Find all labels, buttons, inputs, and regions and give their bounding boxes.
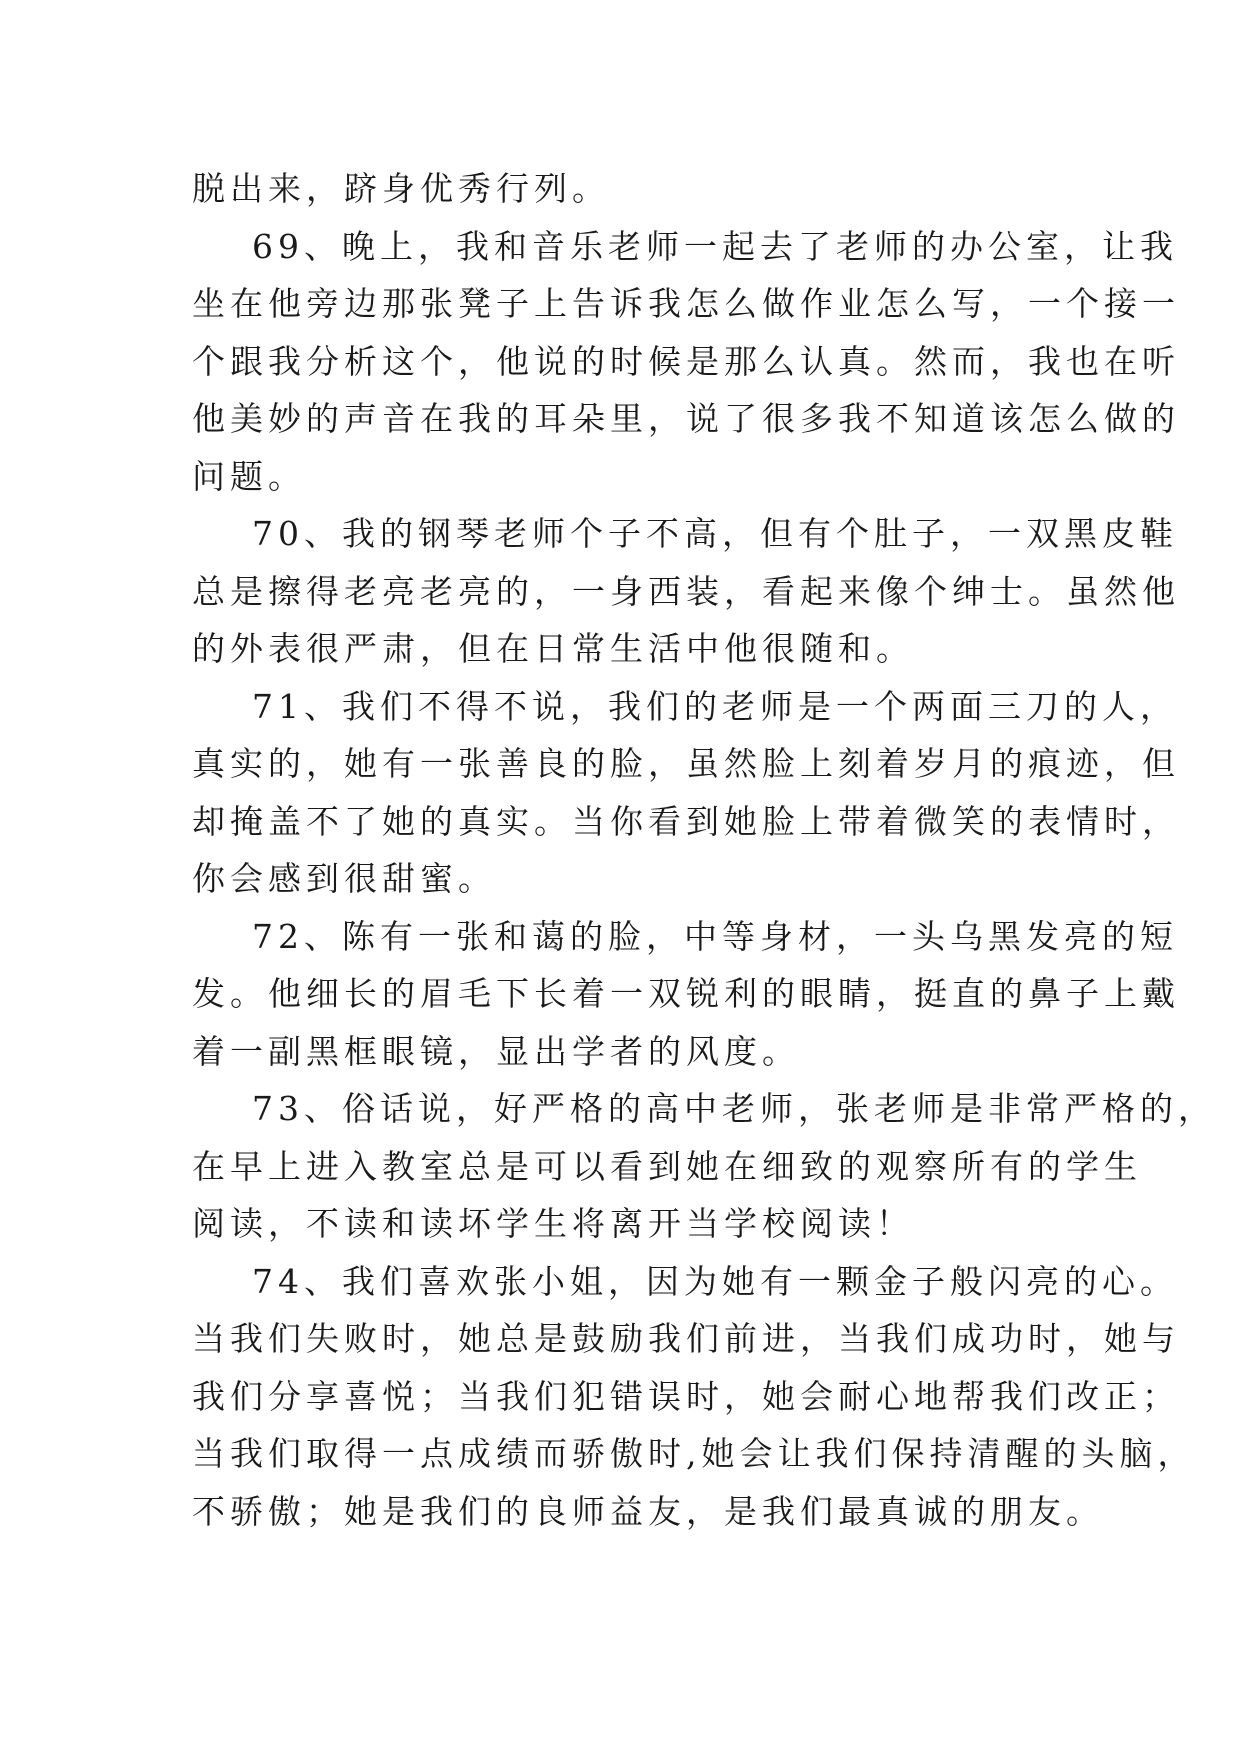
paragraph-71-first-line: 71、我们不得不说，我们的老师是一个两面三刀的人， [252, 686, 1178, 726]
paragraph-73-first-line: 73、俗话说，好严格的高中老师，张老师是非常严格的， [252, 1089, 1216, 1128]
text-line: 他美妙的声音在我的耳朵里，说了很多我不知道该怎么做的 [192, 399, 1180, 438]
text-line: 总是擦得老亮老亮的，一身西装，看起来像个绅士。虽然他 [192, 571, 1180, 611]
text-line: 在早上进入教室总是可以看到她在细致的观察所有的学生 [192, 1146, 1142, 1186]
text-line: 发。他细长的眉毛下长着一双锐利的眼睛，挺直的鼻子上戴 [192, 974, 1180, 1013]
paragraph-70-first-line: 70、我的钢琴老师个子不高，但有个肚子，一双黑皮鞋 [252, 514, 1178, 553]
text-line: 你会感到很甜蜜。 [192, 859, 496, 898]
text-line: 问题。 [192, 456, 306, 496]
text-line: 当我们失败时，她总是鼓励我们前进，当我们成功时，她与 [192, 1319, 1180, 1358]
text-line: 的外表很严肃，但在日常生活中他很随和。 [192, 629, 914, 668]
text-line: 当我们取得一点成绩而骄傲时,她会让我们保持清醒的头脑， [192, 1434, 1196, 1473]
text-line: 却掩盖不了她的真实。当你看到她脸上带着微笑的表情时， [192, 801, 1180, 841]
text-line: 个跟我分析这个，他说的时候是那么认真。然而，我也在听 [192, 341, 1180, 381]
text-line: 真实的，她有一张善良的脸，虽然脸上刻着岁月的痕迹，但 [192, 744, 1180, 783]
text-line: 阅读，不读和读坏学生将离开当学校阅读！ [192, 1204, 914, 1243]
text-line: 脱出来，跻身优秀行列。 [192, 169, 610, 208]
text-line: 我们分享喜悦；当我们犯错误时，她会耐心地帮我们改正； [192, 1376, 1180, 1416]
paragraph-72-first-line: 72、陈有一张和蔼的脸，中等身材，一头乌黑发亮的短 [252, 916, 1178, 956]
text-line: 不骄傲；她是我们的良师益友，是我们最真诚的朋友。 [192, 1491, 1104, 1531]
body-text [192, 160, 1216, 1540]
text-line: 着一副黑框眼镜，显出学者的风度。 [192, 1031, 800, 1071]
text-line: 坐在他旁边那张凳子上告诉我怎么做作业怎么写，一个接一 [192, 284, 1180, 323]
paragraph-69-first-line: 69、晚上，我和音乐老师一起去了老师的办公室，让我 [252, 226, 1178, 266]
paragraph-74-first-line: 74、我们喜欢张小姐，因为她有一颗金子般闪亮的心。 [252, 1261, 1178, 1301]
